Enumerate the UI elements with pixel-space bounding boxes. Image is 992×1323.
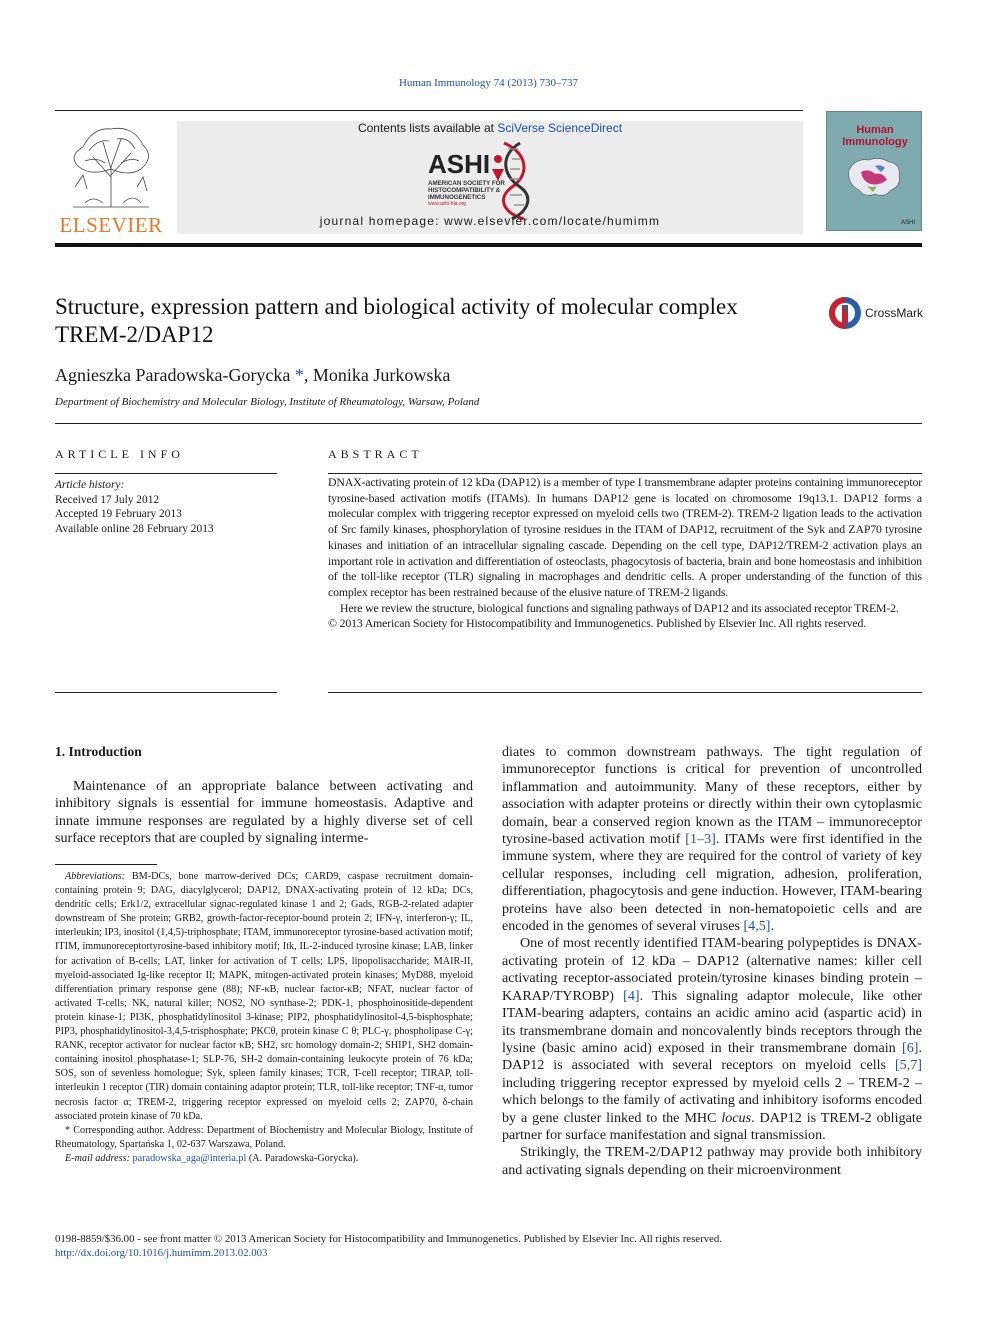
author-name[interactable]: Monika Jurkowska <box>312 365 451 385</box>
cover-title: Human Immunology <box>842 124 908 148</box>
article-info-heading: ARTICLE INFO <box>55 447 184 461</box>
intro-paragraph: Maintenance of an appropriate balance between activating and inhibitory signals is essential for immune homeostasis. Adaptive and innate immune responses are regulated by a highly diverse set of cell surface receptors that are coupled by signaling interme- <box>55 778 473 847</box>
author-list: Agnieszka Paradowska-Gorycka *, Monika Jurkowska <box>55 365 451 385</box>
contents-line <box>177 121 803 135</box>
online-date: Available online 28 February 2013 <box>55 522 214 535</box>
article-info-rule <box>55 473 277 474</box>
sciencedirect-link[interactable]: SciVerse ScienceDirect <box>497 121 623 135</box>
journal-cover[interactable] <box>826 111 922 231</box>
citation-link[interactable]: [4] <box>623 987 640 1004</box>
cover-map-image <box>845 152 905 202</box>
accepted-date: Accepted 19 February 2013 <box>55 508 182 521</box>
footnotes <box>55 870 473 1166</box>
journal-banner <box>177 121 803 234</box>
issn-line: 0198-8859/$36.00 - see front matter © 2013 American Society for Histocompatibility and Immunogenetics. Published by Elsevier Inc. All rights reserved. <box>55 1233 722 1245</box>
received-date: Received 17 July 2012 <box>55 493 160 506</box>
svg-text:IMMUNOGENETICS: IMMUNOGENETICS <box>428 194 486 201</box>
body-paragraph: Strikingly, the TREM-2/DAP12 pathway may provide both inhibitory and activating signals depending on their microenvironment <box>502 1144 922 1178</box>
abstract-copyright: © 2013 American Society for Histocompatibility and Immunogenetics. Published by Elsevier Inc. All rights reserved. <box>328 616 867 631</box>
ashi-logo[interactable] <box>420 139 560 221</box>
email-footnote: E-mail address: paradowska_aga@interia.pl (A. Paradowska-Gorycka). <box>65 1152 359 1164</box>
banner-top-rule <box>55 110 803 111</box>
front-matter-info <box>55 1232 722 1260</box>
article-history <box>55 478 214 536</box>
doi-link[interactable]: http://dx.doi.org/10.1016/j.humimm.2013.02.003 <box>55 1247 268 1259</box>
abbreviations-footnote: Abbreviations: BM-DCs, bone marrow-derived DCs; CARD9, caspase recruitment domain-containing protein 9; DAG, diacylglycerol; DAP12, DNAX-activating protein of 12 kDa; DCs, dendritic cells; Erk1/2, extracellular signac-regulated kinase 1 and 2; Gads, RGB-2-related adapter downstream of She protein; GRB2, growth-factor-receptor-bound protein 2; IFN-γ, interferon-γ; IL, interleukin; IP3, inositol (1,4,5)-triphosphate; ITAM, immunoreceptor tyrosine-based activation motif; ITIM, immunoreceptortyrosine-based inhibitory motif; Itk, IL-2-induced tyrosine kinase; LAB, linker for activation of B-cells; LAT, linker for activation of T cells; LPS, lipopolisaccharide; MAIR-II, myeloid-associated Ig-like receptor II; MAPK, mitogen-activated protein kinases; MyD88, myeloid differentiation primary response gene (88); NF-κB, nuclear factor-κB; NFAT, nuclear factor of activated T-cells; NK, natural killer; NOS2, NO synthase-2; PDK-1, phosphoinositide-dependent protein kinase-1; PI3K, phosphatidylinositol 3-kinase; PIP2, phosphatidylinositol-4,5-bisphosphate; PIP3, phosphatidylinositol-3,4,5-trisphosphate; PKCθ, protein kinase C θ; PLC-γ, phospholipase C-γ; RANK, receptor activator for nuclear factor κB; SH2, src homology domain-2; SHIP1, SH2 domain-containing inositol phosphatase-1; SLP-76, SH-2 domain-containing leukocyte protein of 76 kDa; SOS, son of sevenless homologue; Syk, spleen family kinases; TCR, T-cell receptor; TIRAP, toll-interleukin 1 receptor (TIR) domain containing adaptor protein; TLR, toll-like receptor; TNF-α, tumor necrosis factor α; TREM-2, triggering receptor expressed on myeloid cells 2; ZAP70, δ-chain associated protein kinase of 70 kDa. <box>55 871 473 1122</box>
journal-reference[interactable]: Human Immunology 74 (2013) 730–737 <box>398 77 579 89</box>
abstract-bottom-rule <box>328 692 922 693</box>
svg-text:HISTOCOMPATIBILITY &: HISTOCOMPATIBILITY & <box>428 187 501 194</box>
banner-bottom-rule <box>55 243 922 247</box>
meta-rule <box>55 423 922 424</box>
abstract-body <box>328 475 922 632</box>
article-title: Structure, expression pattern and biological activity of molecular complex TREM-2/DAP12 <box>55 294 738 347</box>
elsevier-tree-icon <box>63 117 159 209</box>
email-link[interactable]: paradowska_aga@interia.pl <box>132 1152 247 1164</box>
citation-link[interactable]: [1–3] <box>685 831 716 848</box>
citation-link[interactable]: [5,7] <box>894 1057 922 1074</box>
citation-link[interactable]: [6] <box>902 1039 919 1056</box>
body-paragraph: One of most recently identified ITAM-bearing polypeptides is DNAX-activating protein of 12 kDa – DAP12 (alternative names: killer cell activating receptor-associated protein/tyrosine kinases binding protein – KARAP/TYROBP) [4]. This signaling adaptor molecule, like other ITAM-bearing adapters, contains an acidic amino acid (aspartic acid) in its transmembrane domain and noncovalently binds receptors through the lysine (basic amino acid) exposed in their transmembrane domain [6]. DAP12 is associated with several receptors on myeloid cells [5,7] including triggering receptor expressed by myeloid cells 2 – TREM-2 – which belongs to the family of activating and inhibitory isoforms encoded by a gene cluster linked to the MHC locus. DAP12 is TREM-2 obligate partner for surface manifestation and signal transmission. <box>502 935 922 1143</box>
elsevier-logo[interactable] <box>55 117 167 237</box>
body-column-right <box>502 744 922 1179</box>
crossmark-icon <box>828 296 862 330</box>
crossmark-badge[interactable] <box>828 296 923 330</box>
journal-homepage[interactable]: journal homepage: www.elsevier.com/locate/humimm <box>319 214 661 228</box>
abstract-paragraph: Here we review the structure, biological functions and signaling pathways of DAP12 and its associated receptor TREM-2. <box>340 600 899 615</box>
affiliation: Department of Biochemistry and Molecular Biology, Institute of Rheumatology, Warsaw, Poland <box>55 396 480 408</box>
corresponding-author-mark[interactable]: * <box>294 365 304 385</box>
abstract-rule <box>328 473 922 474</box>
ashi-logo-text: ASHI <box>428 149 491 179</box>
history-label: Article history: <box>55 479 125 491</box>
svg-text:AMERICAN SOCIETY FOR: AMERICAN SOCIETY FOR <box>428 180 505 187</box>
citation-link[interactable]: [4,5] <box>743 918 771 935</box>
elsevier-wordmark: ELSEVIER <box>59 213 163 237</box>
cover-ashi-badge: ASHI <box>900 220 915 226</box>
corresponding-author-footnote: * Corresponding author. Address: Department of Biochemistry and Molecular Biology, Institute of Rheumatology, Spartańska 1, 02-637 Warszawa, Poland. <box>55 1124 473 1150</box>
section-heading-introduction: 1. Introduction <box>55 744 142 759</box>
contents-prefix: Contents lists available at <box>357 121 498 135</box>
svg-text:www.ashi-hla.org: www.ashi-hla.org <box>428 201 467 207</box>
author-name[interactable]: Agnieszka Paradowska-Gorycka <box>55 365 291 385</box>
crossmark-label: CrossMark <box>865 306 924 320</box>
article-info-bottom-rule <box>55 692 277 693</box>
abstract-heading: ABSTRACT <box>328 447 423 461</box>
footnote-rule <box>55 864 157 865</box>
body-paragraph: diates to common downstream pathways. The tight regulation of immunoreceptor functions is critical for prevention of uncontrolled inflammation and autoimmunity. Many of these receptors, either by association with adapter proteins or directly within their own cytoplasmic domain, bear a conserved region known as the ITAM – immunoreceptor tyrosine-based activation motif [1–3]. ITAMs were first identified in the immune system, where they are required for the control of variety of key cellular responses, including cell migration, adhesion, proliferation, differentiation, phagocytosis and gene induction. However, ITAM-bearing proteins have also been detected in non-hematopoietic cells and are encoded in the genomes of several viruses [4,5]. <box>502 744 922 935</box>
abstract-paragraph: DNAX-activating protein of 12 kDa (DAP12) is a member of type I transmembrane adapter proteins containing immunoreceptor tyrosine-based activation motifs (ITAMs). In humans DAP12 gene is located on chromosome 19q13.1. DAP12 forms a molecular complex with triggering receptor expressed on myeloid cells two (TREM-2). TREM-2 ligation leads to the activation of Src family kinases, phosphorylation of tyrosine residues in the ITAM of DAP12, recruitment of the Syk and ZAP70 tyrosine kinases and initiation of an intracellular signaling cascade. Depending on the cell type, DAP12/TREM-2 activation plays an important role in activation and differentiation of osteoclasts, phagocytosis of bacteria, brain and bone homeostasis and inhibition of the toll-like receptor (TLR) signaling in macrophages and dendritic cells. A proper understanding of the function of this complex receptor has been restrained because of the elusive nature of TREM-2 ligands. <box>328 475 922 599</box>
